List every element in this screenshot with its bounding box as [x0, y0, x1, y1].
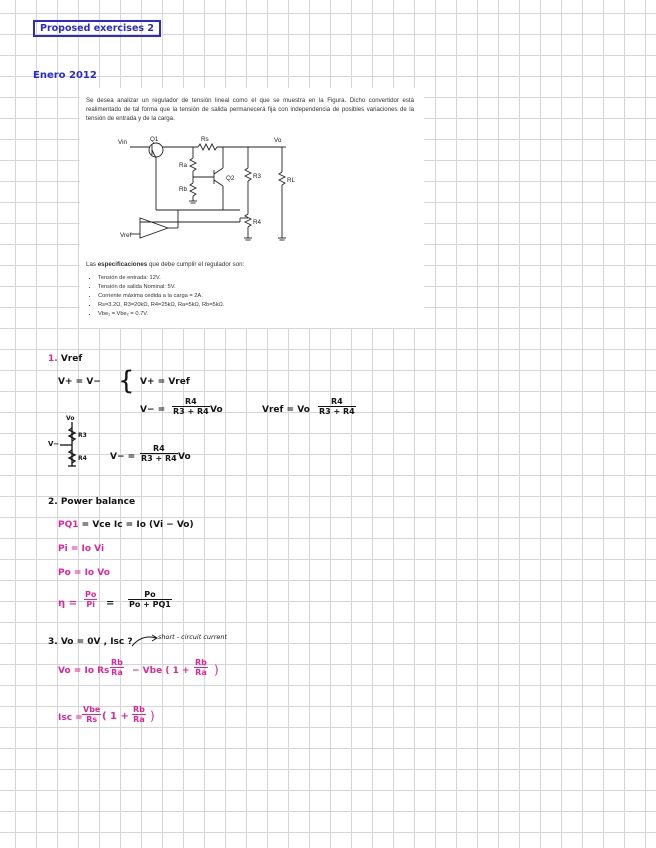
vref-result-fraction: $\frac{R4}{R3 + R4}$ — [319, 397, 355, 416]
section1-brace: { — [118, 366, 135, 396]
isc-eq-fraction-2: $\frac{Rb}{Ra}$ — [133, 705, 145, 724]
section1-sys-eq1: V+ = Vref — [140, 377, 190, 387]
label-r3: R3 — [253, 173, 262, 180]
input-power-line: Pi = Io Vi — [58, 544, 105, 554]
problem-intro-text: Se desea analizar un regulador de tensión lineal como el que se muestra en la Figura. Dicho convertidor está realimentado de tal forma que la tensión de salida permanecerá fija con independencia de posibles variaciones de la tensión de entrada y de la carga. — [86, 97, 414, 123]
vo-eq-part-c: ) — [214, 663, 219, 677]
vo-eq-fraction-1: $\frac{Rb}{Ra}$ — [111, 658, 123, 677]
spec-item: • Tensión de salida Nominal: 5V. — [98, 283, 224, 292]
efficiency-fraction-2: $\frac{Po}{Po + PQ1}$ — [129, 590, 171, 609]
spec-item: • Vbe₁ = Vbe₂ = 0.7V. — [98, 310, 224, 319]
vo-eq-fraction-2: $\frac{Rb}{Ra}$ — [195, 658, 207, 677]
output-power-line: Po = Io Vo — [58, 568, 110, 578]
divider-eq-lhs: V− = — [110, 452, 136, 462]
regulator-circuit-diagram — [80, 88, 424, 258]
page-title: Proposed exercises 2 — [40, 23, 154, 34]
power-q1-line: PQ1 = Vce Ic = Io (Vi − Vo) — [58, 520, 194, 530]
section1-heading: 1. Vref — [48, 354, 83, 364]
efficiency-fraction-1: $\frac{Po}{Pi}$ — [85, 590, 97, 609]
vref-result-lhs: Vref = Vo — [262, 405, 310, 415]
divider-vo-label: Vo — [66, 415, 75, 422]
label-rs: Rs — [201, 136, 209, 143]
spec-item: • Tensión de entrada: 12V. — [98, 274, 224, 283]
section1-sys-eq2-tail: Vo — [210, 405, 223, 415]
label-rl: RL — [287, 177, 296, 184]
page-title-box — [33, 20, 161, 37]
divider-vminus-label: V− — [48, 440, 60, 448]
section3-annotation: short - circuit current — [158, 633, 228, 641]
vo-eq-part-b: − Vbe ( 1 + — [132, 666, 190, 676]
specs-list — [86, 274, 224, 319]
efficiency-lhs: η = — [58, 598, 77, 609]
efficiency-equals: = — [106, 598, 115, 609]
label-vo: Vo — [274, 137, 282, 144]
divider-r3-label: R3 — [78, 432, 87, 439]
section1-sys-eq2-lhs: V− = — [140, 405, 166, 415]
label-vref: Vref — [120, 232, 132, 239]
annotation-arrow — [130, 632, 160, 650]
isc-eq-part-a: Isc = — [58, 713, 83, 723]
divider-eq-tail: Vo — [178, 452, 191, 462]
section1-eq-left: V+ = V− — [58, 377, 101, 387]
section1-sys-eq2-fraction: $\frac{R4}{R3 + R4}$ — [173, 397, 209, 416]
divider-eq-fraction: $\frac{R4}{R3 + R4}$ — [141, 444, 177, 463]
section2-heading: 2. Power balance — [48, 497, 136, 507]
isc-eq-part-c: ) — [150, 709, 155, 723]
label-q2: Q2 — [226, 175, 235, 182]
label-ra: Ra — [179, 162, 188, 169]
isc-eq-part-b: ( 1 + — [102, 711, 129, 722]
isc-eq-fraction-1: Vbe Rs — [83, 705, 101, 724]
spec-item: • Corriente máxima cedida a la carga = 2A. — [98, 292, 224, 301]
label-q1: Q1 — [150, 136, 159, 143]
label-vin: Vin — [118, 139, 127, 146]
label-rb: Rb — [179, 186, 188, 193]
label-r4: R4 — [253, 219, 262, 226]
vo-eq-part-a: Vo = Io Rs — [58, 666, 110, 676]
divider-r4-label: R4 — [78, 455, 87, 462]
section3-heading: 3. Vo = 0V , Isc ? — [48, 637, 133, 647]
specs-title: Las especificaciones que debe cumplir el regulador son: — [86, 261, 245, 268]
exam-date-heading: Enero 2012 — [33, 70, 97, 81]
spec-item: • Rs=3.2Ω, R3=20kΩ, R4=25kΩ, Ra=5kΩ, Rb=5kΩ. — [98, 301, 224, 310]
problem-statement-image — [80, 88, 424, 328]
